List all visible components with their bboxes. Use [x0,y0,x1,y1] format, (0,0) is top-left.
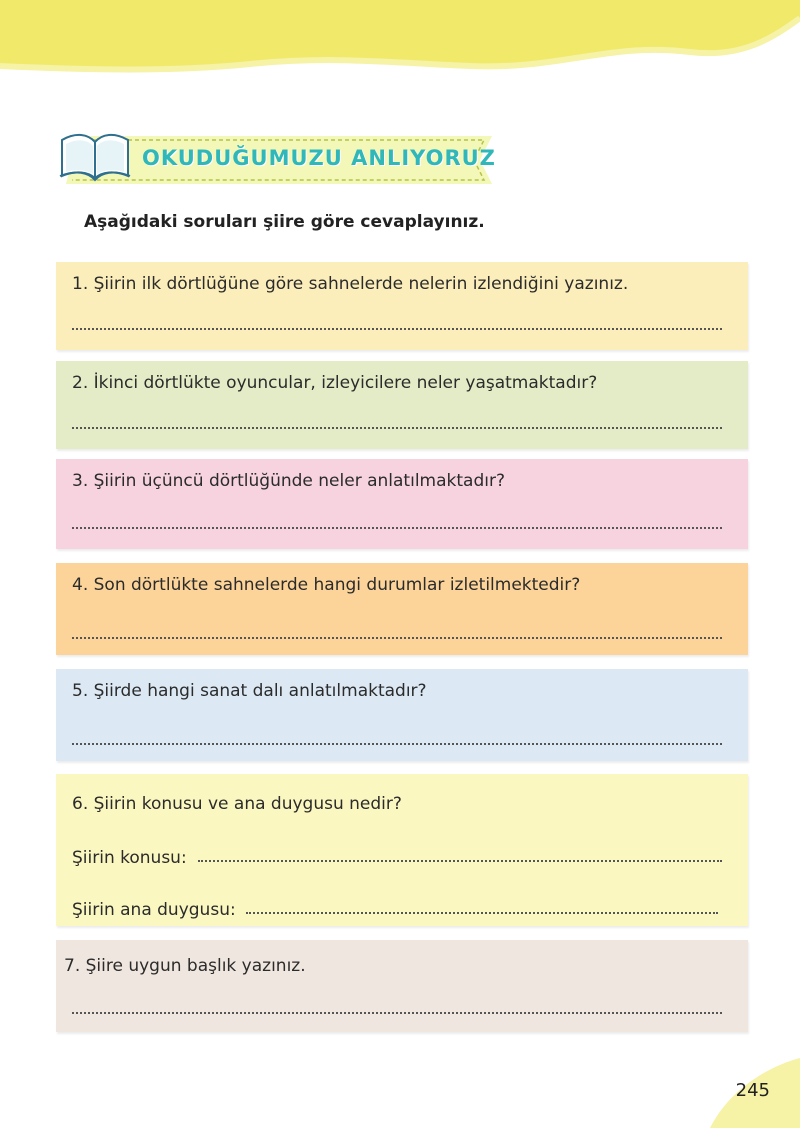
answer-line[interactable] [72,637,722,639]
corner-decoration [660,1028,800,1128]
question-card-6 [56,774,748,926]
emotion-label: Şiirin ana duygusu: [72,900,236,920]
question-text: 4. Son dörtlükte sahnelerde hangi durumlar izletilmektedir? [72,575,581,595]
topic-answer-line[interactable] [198,860,722,862]
question-card-4 [56,563,748,655]
answer-line[interactable] [72,1012,722,1014]
question-card-2 [56,361,748,449]
answer-line[interactable] [72,743,722,745]
page-number: 245 [735,1080,770,1101]
section-title: OKUDUĞUMUZU ANLIYORUZ [142,146,496,170]
question-text: 7. Şiire uygun başlık yazınız. [64,956,306,976]
open-book-icon [56,126,134,186]
answer-line[interactable] [72,527,722,529]
answer-line[interactable] [72,328,722,330]
question-text: 2. İkinci dörtlükte oyuncular, izleyicilere neler yaşatmaktadır? [72,373,598,393]
emotion-answer-line[interactable] [246,912,718,914]
instruction-text: Aşağıdaki soruları şiire göre cevaplayınız. [84,212,485,232]
question-card-1 [56,262,748,350]
answer-line[interactable] [72,427,722,429]
question-card-7 [56,940,748,1032]
topic-label: Şiirin konusu: [72,848,187,868]
question-card-3 [56,459,748,549]
question-text: 5. Şiirde hangi sanat dalı anlatılmaktadır? [72,681,427,701]
top-wave-decoration [0,0,800,90]
question-text: 6. Şiirin konusu ve ana duygusu nedir? [72,794,402,814]
section-banner [60,128,500,192]
question-text: 1. Şiirin ilk dörtlüğüne göre sahnelerde nelerin izlendiğini yazınız. [72,274,629,294]
question-card-5 [56,669,748,761]
question-text: 3. Şiirin üçüncü dörtlüğünde neler anlatılmaktadır? [72,471,505,491]
